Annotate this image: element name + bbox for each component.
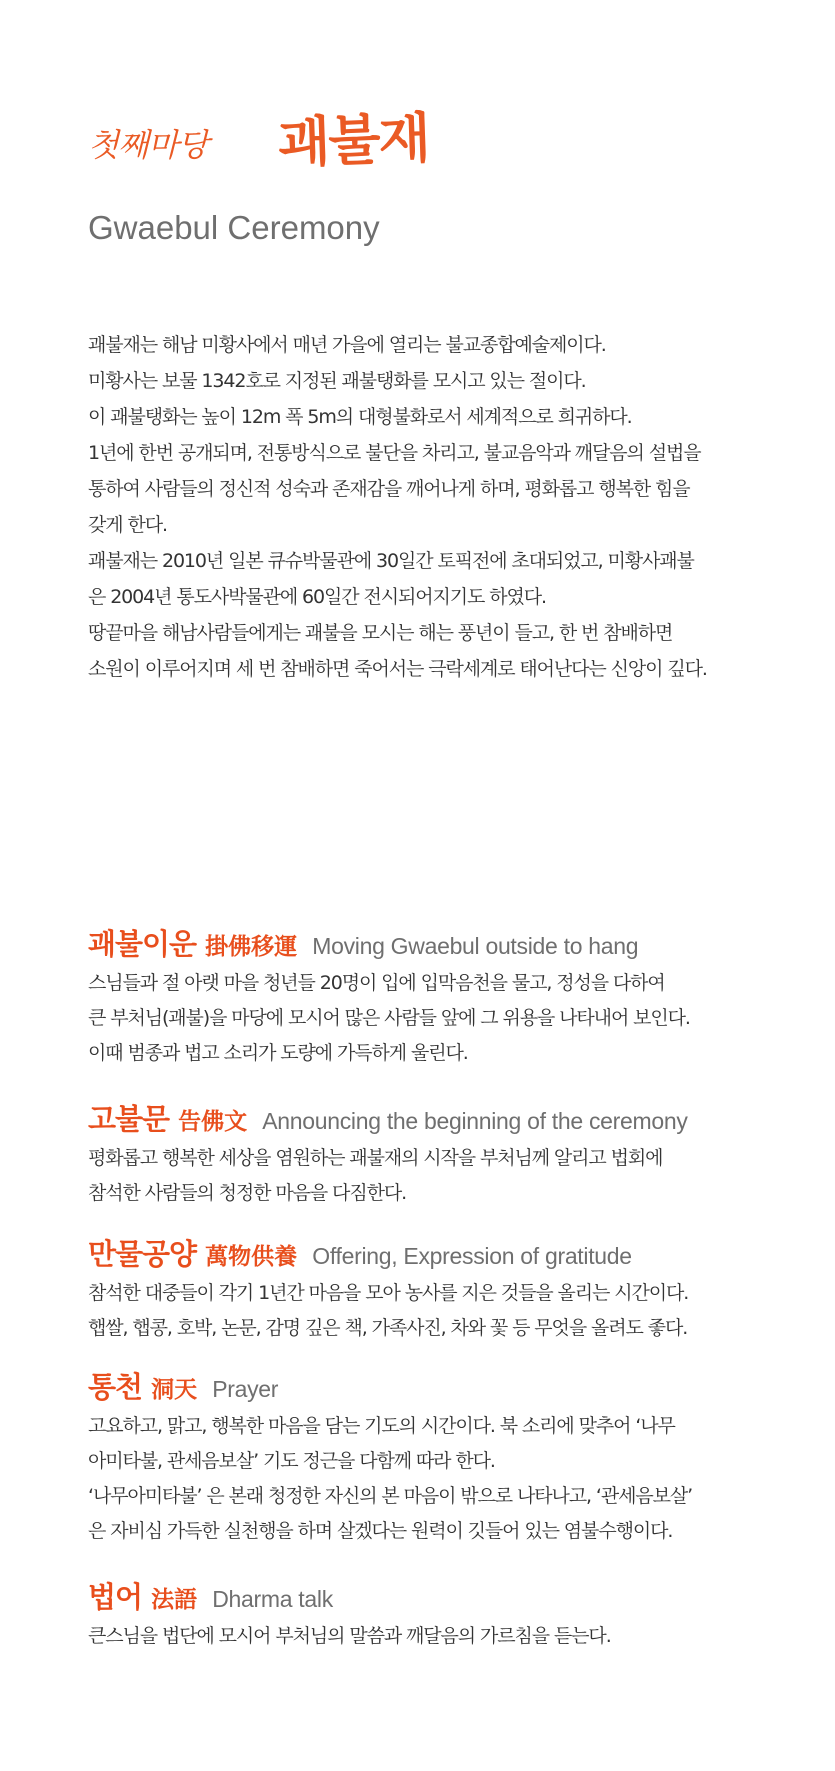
page-title: 괘불재	[277, 106, 430, 175]
intro-line: 괘불재는 2010년 일본 큐슈박물관에 30일간 토픽전에 초대되었고, 미황사괘불	[88, 550, 694, 572]
section-heading	[88, 1365, 768, 1409]
section-title-english: Offering, Expression of gratitude	[312, 1243, 632, 1269]
section-title-english: Prayer	[212, 1376, 279, 1402]
intro-line: 미황사는 보물 1342호로 지정된 괘불탱화를 모시고 있는 절이다.	[88, 370, 586, 392]
section-body	[88, 1619, 768, 1654]
section-line: 참석한 대중들이 각기 1년간 마음을 모아 농사를 지은 것들을 올리는 시간이다.	[88, 1282, 689, 1304]
section-line: ‘나무아미타불’ 은 본래 청정한 자신의 본 마음이 밖으로 나타나고, ‘관세음보살’	[88, 1485, 693, 1507]
intro-line: 소원이 이루어지며 세 번 참배하면 죽어서는 극락세계로 태어난다는 신앙이 깊다.	[88, 658, 707, 680]
intro-line: 통하여 사람들의 정신적 성숙과 존재감을 깨어나게 하며, 평화롭고 행복한 힘을	[88, 478, 690, 500]
section-line: 큰 부처님(괘불)을 마당에 모시어 많은 사람들 앞에 그 위용을 나타내어 보인다.	[88, 1007, 690, 1029]
section-line: 은 자비심 가득한 실천행을 하며 살겠다는 원력이 깃들어 있는 염불수행이다.	[88, 1520, 673, 1542]
section-body	[88, 966, 768, 1071]
section-title-hanja: 萬物供養	[205, 1243, 298, 1270]
section-line: 이때 범종과 법고 소리가 도량에 가득하게 울린다.	[88, 1042, 468, 1064]
section-title-english: Dharma talk	[212, 1586, 333, 1612]
section-line: 참석한 사람들의 청정한 마음을 다짐한다.	[88, 1182, 407, 1204]
intro-line: 땅끝마을 해남사람들에게는 괘불을 모시는 해는 풍년이 들고, 한 번 참배하면	[88, 622, 673, 644]
page-title-english: Gwaebul Ceremony	[88, 209, 380, 246]
section-title-hanja: 掛佛移運	[205, 933, 298, 960]
intro-paragraph	[88, 327, 758, 687]
section-body	[88, 1276, 768, 1346]
intro-line: 은 2004년 통도사박물관에 60일간 전시되어지기도 하였다.	[88, 586, 546, 608]
section-gwaebul-iun	[88, 922, 768, 1071]
section-title-english: Moving Gwaebul outside to hang	[312, 933, 639, 959]
section-gobulmun	[88, 1097, 768, 1211]
section-title-english: Announcing the beginning of the ceremony	[262, 1108, 688, 1134]
section-heading	[88, 1575, 768, 1619]
section-title-hanja: 洞天	[151, 1376, 198, 1403]
intro-line: 갖게 한다.	[88, 514, 167, 536]
section-tongcheon	[88, 1365, 768, 1549]
section-title-korean: 만물공양	[88, 1237, 197, 1271]
section-title-hanja: 法語	[151, 1586, 198, 1613]
intro-line: 괘불재는 해남 미황사에서 매년 가을에 열리는 불교종합예술제이다.	[88, 334, 606, 356]
section-line: 고요하고, 맑고, 행복한 마음을 담는 기도의 시간이다. 북 소리에 맞추어 ‘나무	[88, 1415, 675, 1437]
section-title-korean: 괘불이운	[88, 927, 197, 961]
section-body	[88, 1141, 768, 1211]
intro-line: 1년에 한번 공개되며, 전통방식으로 불단을 차리고, 불교음악과 깨달음의 설법을	[88, 442, 701, 464]
section-heading	[88, 1097, 768, 1141]
section-title-korean: 통천	[88, 1370, 143, 1404]
section-line: 평화롭고 행복한 세상을 염원하는 괘불재의 시작을 부처님께 알리고 법회에	[88, 1147, 663, 1169]
section-line: 큰스님을 법단에 모시어 부처님의 말씀과 깨달음의 가르침을 듣는다.	[88, 1625, 611, 1647]
section-line: 스님들과 절 아랫 마을 청년들 20명이 입에 입막음천을 물고, 정성을 다하여	[88, 972, 665, 994]
section-manmul-gongyang	[88, 1232, 768, 1346]
section-title-korean: 법어	[88, 1580, 143, 1614]
section-body	[88, 1409, 768, 1549]
intro-line: 이 괘불탱화는 높이 12m 폭 5m의 대형불화로서 세계적으로 희귀하다.	[88, 406, 632, 428]
section-title-hanja: 告佛文	[178, 1108, 248, 1135]
section-heading	[88, 922, 768, 966]
section-line: 아미타불, 관세음보살’ 기도 정근을 다함께 따라 한다.	[88, 1450, 495, 1472]
section-beopeo	[88, 1575, 768, 1654]
title-row	[88, 98, 788, 175]
section-title-korean: 고불문	[88, 1102, 170, 1136]
section-line: 햅쌀, 햅콩, 호박, 논문, 감명 깊은 책, 가족사진, 차와 꽃 등 무엇을 올려도 좋다.	[88, 1317, 688, 1339]
section-heading	[88, 1232, 768, 1276]
title-subtitle: 첫째마당	[88, 126, 208, 164]
